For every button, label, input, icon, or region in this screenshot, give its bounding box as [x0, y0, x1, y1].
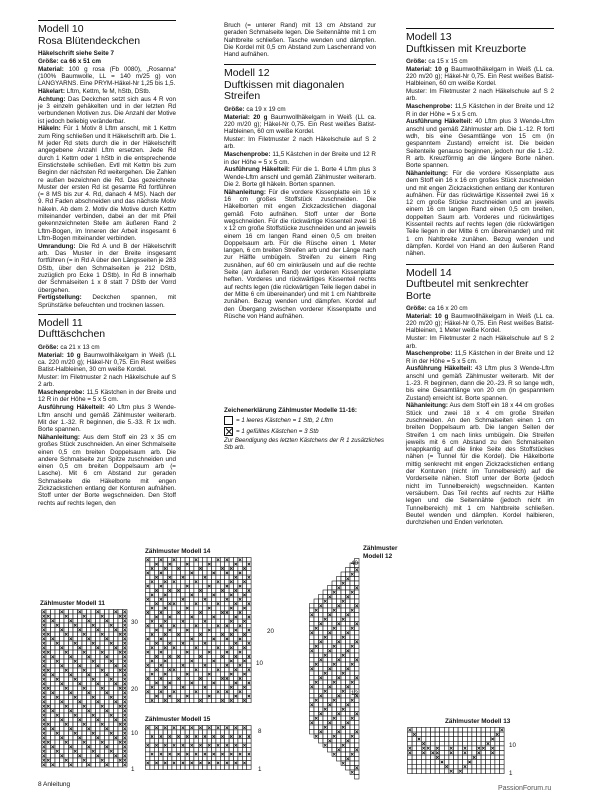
legend [224, 407, 384, 453]
model-14-title: Duftbeutel mit senkrechter Borte [406, 278, 529, 302]
legend-filled: = 1 gefülltes Kästchen = 3 Stb [224, 427, 384, 436]
chart-14 [145, 557, 253, 705]
row-num: 20 [131, 686, 138, 693]
chart-11-label: Zählmuster Modell 11 [40, 600, 105, 607]
model-10-title: Rosa Blütendeckchen [38, 34, 141, 47]
watermark: PassionForum.ru [498, 785, 552, 792]
chart-13 [407, 727, 507, 777]
model-10-header [38, 20, 176, 47]
row-num: 8 [258, 728, 262, 735]
chart-15 [145, 725, 253, 771]
legend-title: Zeichenerklärung Zählmuster Modelle 11-16: [224, 407, 357, 414]
model-14-header [406, 264, 554, 303]
row-num: 40 [351, 560, 358, 567]
row-num: 10 [509, 742, 516, 749]
chart-14-label: Zählmuster Modell 14 [145, 548, 211, 555]
row-num: 30 [131, 619, 138, 626]
model-14-number: Modell 14 [406, 266, 452, 279]
model-10-number: Modell 10 [38, 23, 84, 35]
row-num: 1 [131, 766, 135, 773]
chart-13-label: Zählmuster Modell 13 [445, 718, 511, 725]
row-num: 12 [351, 690, 358, 697]
row-num: 1 [258, 766, 262, 773]
column-right: Modell 13 Duftkissen mit Kreuzborte Größe: ca 15 x 15 cm Material: 10 g Baumwollhäkelgarn in Weiß (LL ca. 220 m/20 g); Häkel-Nr 0,75. Ein Rest weißes Batist-Halbleinen, 60 cm weiße Kordel. Muster: Im Filetmuster 2 nach Häkelschule auf S 2 arb. Maschenprobe: 11,5 Kästchen in der Breite und 12 R in der Höhe = 5 x 5 cm. Ausführung Häkelteil: 40 Lftm plus 3 Wende-Lftm anschl und gemäß Zählmuster arb. Die 1.-12. R fortl wdh, bis eine Gesamtlänge von 15 cm (in gespanntem Zustand) erreicht ist. Die beiden Seitenteile genauso beginnen, jedoch nur die 1.-12. R arb. Kreuzförmig an die längere Borte nähen. Borte spannen. Nähanleitung: Für die vordere Kissenplatte aus dem Stoff ein 16 x 16 cm großes Stück zuschneiden und mit engen Zickzackstichen entlang der Konturen aufnähen. Für das rückwärtige Kissenteil zwei 16 x 12 cm große Stücke zuschneiden und an jeweils einem 16 cm langen Rand einen 0,5 cm breiten, doppelten Saum arb. Vorderes und rückwärtiges Kissenteil rechts auf rechts legen (die rückwärtigen Teile liegen in der Mitte 6 cm übereinander) und mit 1 cm Nahtbreite zunähen. Bezug wenden und dämpfen. Kordel von Hand an den äußeren Rand nähen. Modell 14 Duftbeutel mit senkrechter Borte Größe: ca 16 x 20 cm Material: 10 g Baumwollhäkelgarn in Weiß (LL ca. 220 m/20 g); Häkel-Nr 0,75. Ein Rest weißes Batist-Halbleinen, 1 Meter weiße Kordel. Muster: Im Filetmuster 2 nach Häkelschule auf S 2 arb. Maschenprobe: 11,5 Kästchen in der Breite und 12 R in der Höhe = 5 x 5 cm. Ausführung Häkelteil: 43 Lftm plus 3 Wende-Lftm anschl und gemäß Zählmuster weiterarb. Mit der 1.-23. R beginnen, dann die 20.-23. R so lange wdh, bis eine Gesamtlänge von 20 cm (in gespanntem Zustand) erreicht ist. Borte spannen. Nähanleitung: Aus dem Stoff ein 18 x 44 cm großes Stück und zwei 18 x 4 cm große Streifen zuschneiden. An den Schmalseiten einen 1 cm breiten Doppelsaum arb. Die langen Seiten der Streifen 1 cm nach links umbügeln. Die Streifen jeweils mit 6 cm Abstand zu den Schmalseiten knappkantig auf die linke Seite des Stoffstückes nähen (= Tunnel für die Kordel). Die Häkelborte mittig senkrecht mit engen Zickzackstichen entlang der Konturen (nicht im Tunnelbereich) auf die Vorderseite nähen. Stoff unter der Borte (jedoch nicht im Tunnelbereich) wegschneiden. Kanten versäubern. Das Teil rechts auf rechts zur Hälfte legen und die Seitennähte (jedoch nicht im Tunnelbereich) mit 1 cm Nahtbreite schließen. Beutel wenden und dämpfen. Kordel halbieren, durchziehen und Enden verknoten. [406, 28, 554, 527]
page-number: 8 Anleitung [38, 781, 71, 788]
row-num: 10 [131, 730, 138, 737]
chart-15-label: Zählmuster Modell 15 [145, 716, 211, 723]
chart-12-label-b: Modell 12 [363, 553, 393, 560]
row-num: 10 [256, 660, 263, 667]
model-13-header [406, 28, 554, 55]
model-12-title: Duftkissen mit diagonalen Streifen [224, 78, 345, 103]
model-11-title: Dufttäschchen [38, 328, 106, 341]
m11-continued: Bruch (= unterer Rand) mit 13 cm Abstand zur geraden Schmalseite legen. Die Seitennähte mit 1 cm Nahtbreite schließen. Tasche wenden und dämpfen. Die Kordel mit 0,5 cm Abstand zum Laschenrand von Hand aufnähen. [224, 22, 376, 59]
model-12-number: Modell 12 [224, 67, 270, 80]
model-13-title: Duftkissen mit Kreuzborte [406, 42, 527, 55]
filled-square-icon [224, 427, 233, 436]
chart-11 [41, 609, 128, 769]
model-13-number: Modell 13 [406, 31, 452, 43]
column-middle: Bruch (= unterer Rand) mit 13 cm Abstand zur geraden Schmalseite legen. Die Seitennähte mit 1 cm Nahtbreite schließen. Tasche wenden und dämpfen. Die Kordel mit 0,5 cm Abstand zum Laschenrand von Hand aufnähen. Modell 12 Duftkissen mit diagonalen Streifen Größe: ca 19 x 19 cm Material: 20 g Baumwollhäkelgarn in Weiß (LL ca. 220 m/20 g); Häkel-Nr 0,75. Ein Rest weißes Batist-Halbleinen, 60 cm weiße Kordel. Muster: Im Filetmuster 2 nach Häkelschule auf S 2 arb. Maschenprobe: 11,5 Kästchen in der Breite und 12 R in der Höhe = 5 x 5 cm. Ausführung Häkelteil: Für die 1. Borte 4 Lftm plus 3 Wende-Lftm anschl und gemäß Zählmuster weiterarb. Die 2. Borte gll häkeln. Borten spannen. Nähanleitung: Für die vordere Kissenplatte ein 16 x 16 cm großes Stoffstück zuschneiden. Die Häkelborten mit engen Zickzackstichen diagonal gemäß Foto aufnähen. Stoff unter der Borte wegschneiden. Für die rückwärtige Kissenteil zwei 16 x 12 cm große Stoffstücke zuschneiden und an jeweils einem 16 cm langen Rand einen 0,5 cm breiten Doppelsaum arb. Für die Rüsche einen 1 Meter langen, 6 cm breiten Streifen arb und der Länge nach zur Hälfte umbügeln. Streifen zu einem Ring zusnähen, auf 60 cm einkräuseln und auf die rechte Seite (am äußeren Rand) der vorderen Kissenplatte heften. Vorderes und rückwärtiges Kissenteil rechts auf rechts legen (die rückwärtigen Teile liegen dabei in der Mitte 6 cm übereinander) und mit 1 cm Nahtbreite zunähen. Bezug wenden und dämpfen. Kordel auf den Übergang zwischen vorderer Kissenplatte und Rüsche von Hand aufnähen. [224, 22, 376, 320]
column-left: Modell 10 Rosa Blütendeckchen Häkelschrift siehe Seite 7 Größe: ca 66 x 51 cm Material: 100 g rosa (Fb 0080), „Rosanna“ (100% Baumwolle, LL = 140 m/25 g) von LANGYARNS. Eine PRYM-Häkel-Nr 1,25 bis 1,5. Häkelart: Lftm, Kettm, fe M, hStb, DStb. Achtung: Das Deckchen setzt sich aus 4 R von je 3 einzeln gehäkelten und in der letzten Rd verbundenen Motiven zus. Die Anzahl der Motive ist jedoch beliebig veränderbar. Häkeln: Für 1 Motiv 8 Lftm anschl, mit 1 Kettm zum Ring schließen und lt Häkelschrift arb. Die 1. M jeder Rd stets durch die in der Häkelschrift angegebene Anzahl Lftm ersetzen. Jede Rd durch 1 Kettm oder 1 hStb in die entsprechende Einstichstelle schließen. Evtl mit Kettm bis zum Beginn der nächsten Rd weitergehen. Die Zahlen re außen bezeichnen die Rd. Das gezeichnete Muster der ersten Rd ist gesamte Rd fortführen (= 8 MS bis zur 4. Rd, danach 4 MS). Nach der 9. Rd Faden abschneiden und das nächste Motiv häkeln. Ab dem 2. Motiv die Motive durch Kettm miteinander verbinden, dabei an der mit Pfeil gekennzeichneten Stelle am äußeren Rand 2 Lftm-Bogen, im Inneren der Arbeit insgesamt 6 Lftm-Bogen miteinander verbinden. Umrandung: Die Rd A und B der Häkelschrift arb. Das Muster in der Breite insgesamt fortführen (= in Rd A über den Längsseiten je 283 DStb, über den Schmalseiten je 212 DStb, zuzüglich pro Ecke 1 DStb). In Rd B innerhalb der Schmalseiten 1 x 8 statt 7 DStb der Vorrd übergehen. Fertigstellung: Deckchen spannen, mit Sprühstärke befeuchten und trocknen lassen. Modell 11 Dufttäschchen Größe: ca 21 x 13 cm Material: 10 g Baumwollhäkelgarn in Weiß (LL ca. 220 m/20 g); Häkel-Nr 0,75. Ein Rest weißes Batist-Halbleinen, 30 cm weiße Kordel. Muster: Im Filetmuster 2 nach Häkelschule auf S 2 arb. Maschenprobe: 11,5 Kästchen in der Breite und 12 R in der Höhe = 5 x 5 cm. Ausführung Häkelteil: 40 Lftm plus 3 Wende-Lftm anschl und gemäß Zählmuster weiterarb. Mit der 1.-32. R beginnen, die 5.-33. R 1x wdh. Borte spannen. Nähanleitung: Aus dem Stoff ein 23 x 35 cm großes Stück zuschneiden. An einer Schmalseite einen 0,5 cm breiten Doppelsaum arb. Die andere Schmalseite zur Spitze zuschneiden und einen 0,5 cm breiten Doppelsaum arb (= Lasche). Mit 6 cm Abstand zur geraden Schmalseite die Häkelborte mit engen Zickzackstichen entlang der Konturen aufnähen. Stoff unter der Borte wegschneiden. Den Stoff rechts auf rechts legen, den [38, 20, 176, 507]
chart-12-label-a: Zählmuster [363, 545, 398, 552]
model-11-header [38, 314, 176, 341]
empty-square-icon [224, 416, 233, 425]
m10-chart-ref: Häkelschrift siehe Seite 7 [38, 50, 114, 57]
model-12-header [224, 64, 376, 103]
legend-note: Zur Beendigung des letzten Kästchens der R 1 zusätzliches Stb arb. [224, 438, 384, 452]
model-11-number: Modell 11 [38, 316, 83, 329]
chart-12 [309, 558, 361, 782]
row-num: 1 [509, 770, 513, 777]
row-num: 20 [267, 628, 274, 635]
legend-empty: = 1 leeres Kästchen = 1 Stb, 2 Lftm [224, 416, 384, 425]
